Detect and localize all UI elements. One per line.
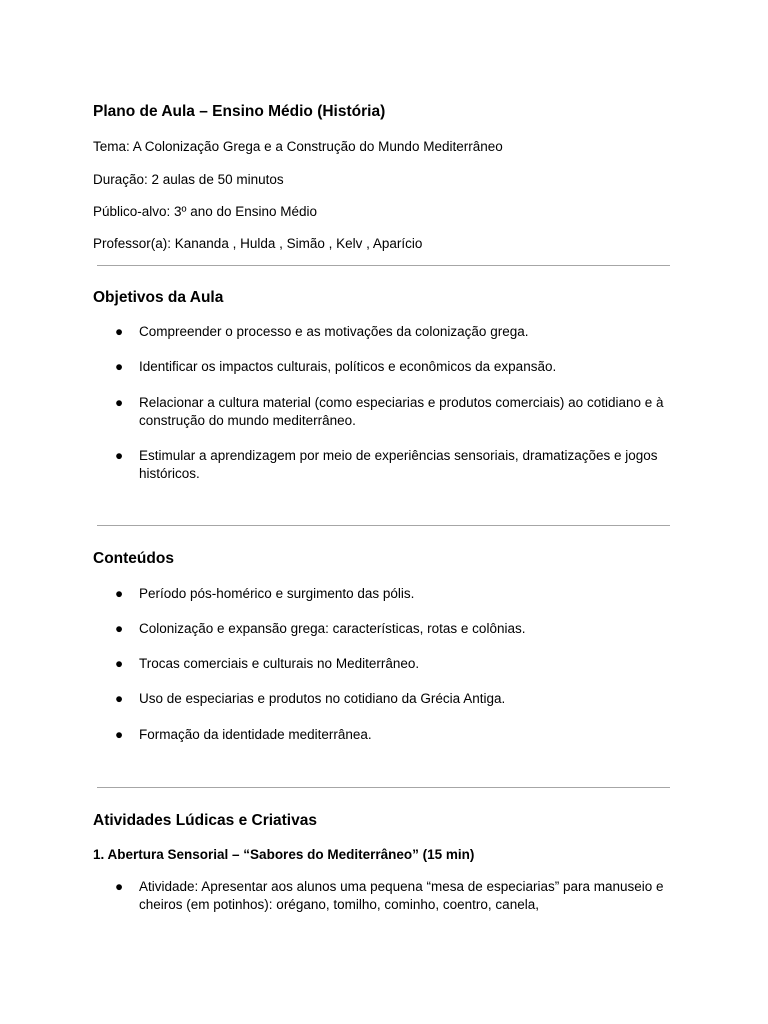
bullet-icon: ●	[115, 586, 124, 601]
objetivos-heading: Objetivos da Aula	[93, 289, 224, 306]
section-divider	[97, 787, 670, 788]
bullet-icon: ●	[115, 395, 124, 410]
conteudos-heading: Conteúdos	[93, 550, 174, 567]
bullet-icon: ●	[115, 448, 124, 463]
list-item-text: Uso de especiarias e produtos no cotidiano da Grécia Antiga.	[139, 691, 506, 706]
list-item-text: Compreender o processo e as motivações da colonização grega.	[139, 324, 529, 339]
duracao-line: Duração: 2 aulas de 50 minutos	[93, 172, 284, 187]
tema-line: Tema: A Colonização Grega e a Construção do Mundo Mediterrâneo	[93, 139, 503, 154]
section-divider	[97, 265, 670, 266]
activity-subheading: 1. Abertura Sensorial – “Sabores do Mediterrâneo” (15 min)	[93, 847, 475, 862]
list-item-text: Atividade: Apresentar aos alunos uma pequena “mesa de especiarias” para manuseio e cheiros (em potinhos): orégano, tomilho, cominho, coentro, canela,	[139, 879, 664, 912]
list-item-text: Trocas comerciais e culturais no Mediterrâneo.	[139, 656, 420, 671]
bullet-icon: ●	[115, 359, 124, 374]
list-item-text: Formação da identidade mediterrânea.	[139, 727, 372, 742]
atividades-heading: Atividades Lúdicas e Criativas	[93, 812, 317, 829]
professor-line: Professor(a): Kananda , Hulda , Simão , Kelv , Aparício	[93, 236, 423, 251]
bullet-icon: ●	[115, 879, 124, 894]
list-item-text: Período pós-homérico e surgimento das pólis.	[139, 586, 415, 601]
page-title: Plano de Aula – Ensino Médio (História)	[93, 103, 386, 120]
list-item-text: Identificar os impactos culturais, políticos e econômicos da expansão.	[139, 359, 557, 374]
bullet-icon: ●	[115, 621, 124, 636]
bullet-icon: ●	[115, 324, 124, 339]
bullet-icon: ●	[115, 691, 124, 706]
list-item-text: Colonização e expansão grega: características, rotas e colônias.	[139, 621, 526, 636]
list-item-text: Relacionar a cultura material (como especiarias e produtos comerciais) ao cotidiano e à construção do mundo mediterrâneo.	[139, 395, 664, 428]
publico-line: Público-alvo: 3º ano do Ensino Médio	[93, 204, 318, 219]
list-item-text: Estimular a aprendizagem por meio de experiências sensoriais, dramatizações e jogos históricos.	[139, 448, 658, 481]
bullet-icon: ●	[115, 656, 124, 671]
section-divider	[97, 525, 670, 526]
bullet-icon: ●	[115, 727, 124, 742]
